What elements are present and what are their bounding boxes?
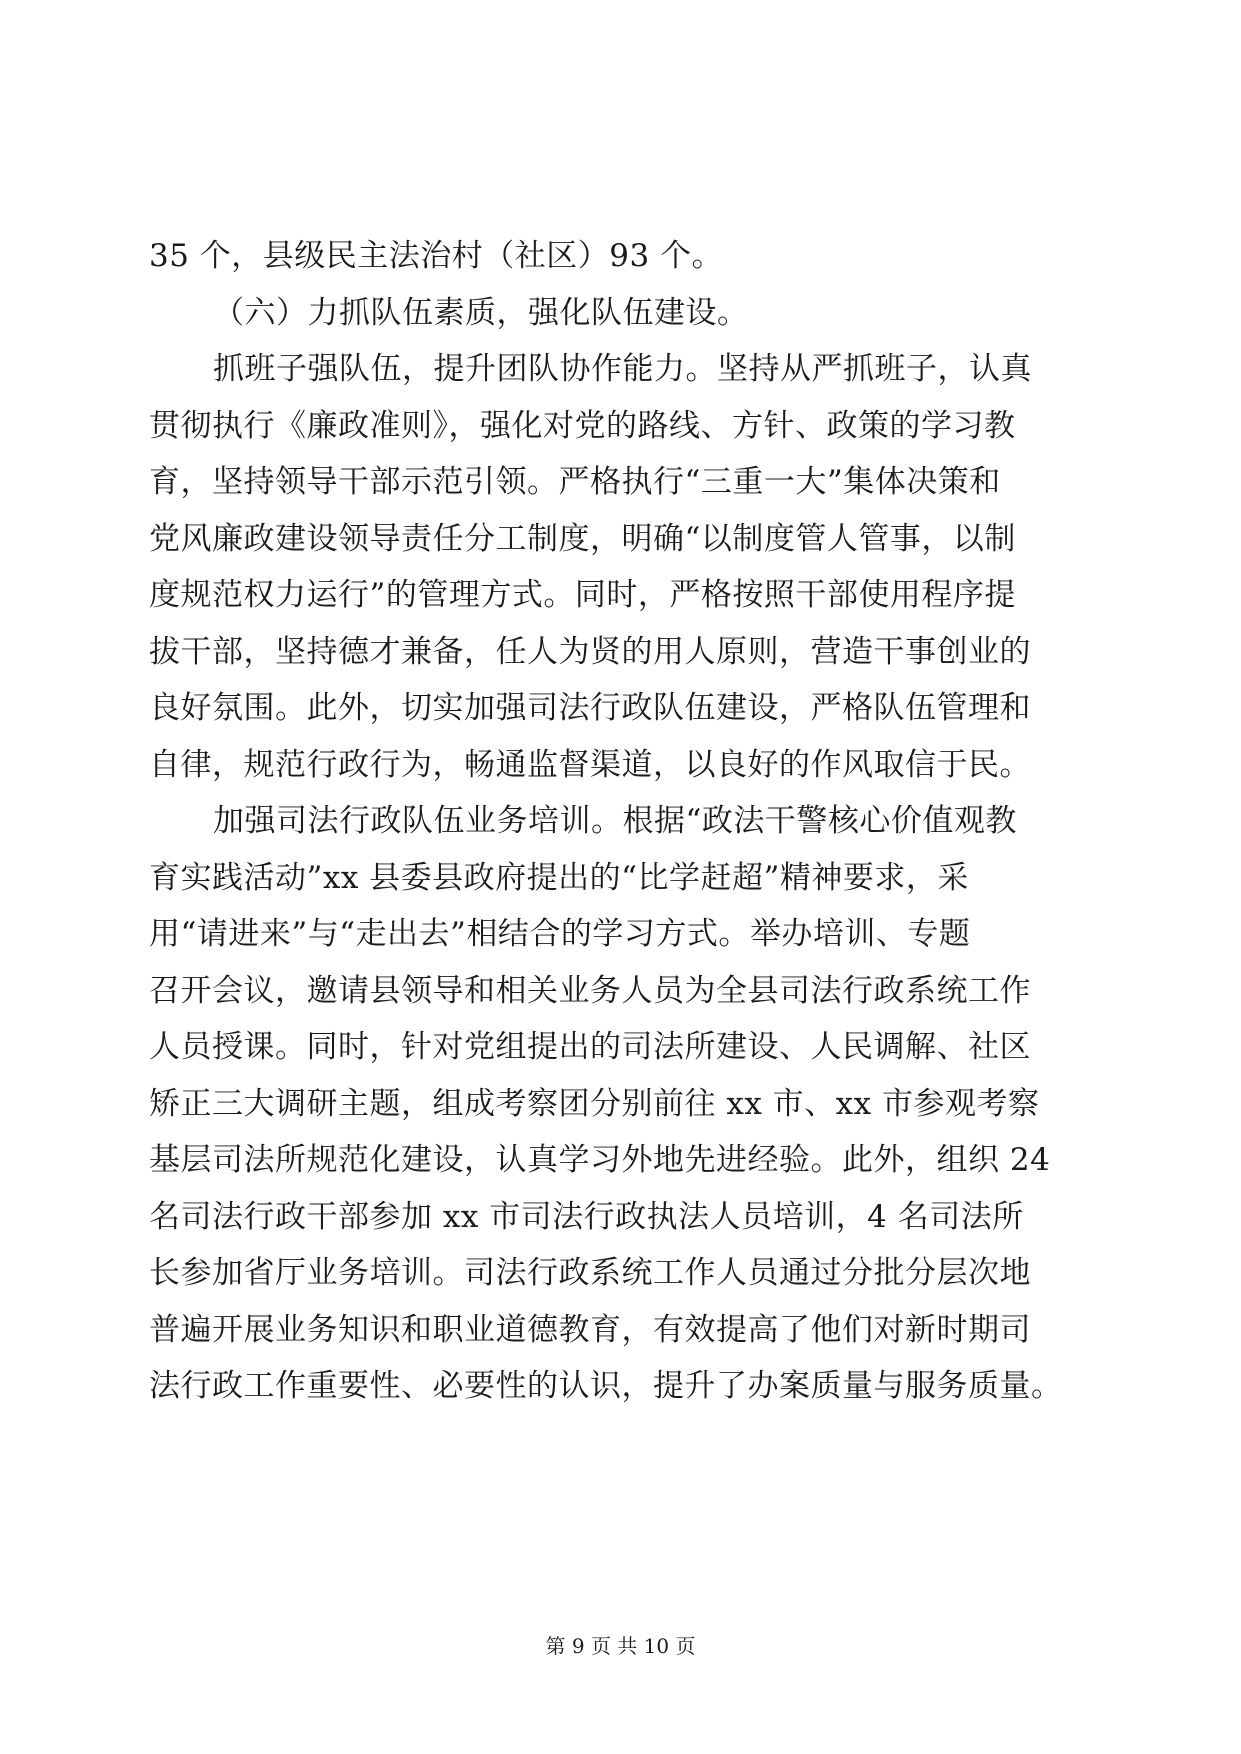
text-line: 育，坚持领导干部示范引领。严格执行“三重一大”集体决策和 [149, 464, 1001, 500]
text-line: 育实践活动”xx 县委县政府提出的“比学赶超”精神要求，采 [149, 859, 969, 896]
section-heading: （六）力抓队伍素质，强化队伍建设。 [213, 294, 749, 331]
text-line: 人员授课。同时，针对党组提出的司法所建设、人民调解、社区 [149, 1029, 1031, 1065]
text-line: 法行政工作重要性、必要性的认识，提升了办案质量与服务质量。 [149, 1368, 1063, 1404]
text-line: 拔干部，坚持德才兼备，任人为贤的用人原则，营造干事创业的 [149, 633, 1031, 670]
page-number-footer: 第 9 页 共 10 页 [545, 1634, 696, 1658]
text-line: 召开会议，邀请县领导和相关业务人员为全县司法行政系统工作 [149, 972, 1031, 1009]
text-line: 35 个，县级民主法治村（社区）93 个。 [149, 238, 724, 274]
paragraph-start: 加强司法行政队伍业务培训。根据“政法干警核心价值观教 [213, 803, 1017, 839]
text-line: 度规范权力运行”的管理方式。同时，严格按照干部使用程序提 [149, 577, 1016, 613]
text-line: 党风廉政建设领导责任分工制度，明确“以制度管人管事，以制 [149, 520, 1016, 557]
body-text [149, 228, 1099, 1415]
paragraph-start: 抓班子强队伍，提升团队协作能力。坚持从严抓班子，认真 [213, 351, 1032, 387]
text-line: 普遍开展业务知识和职业道德教育，有效提高了他们对新时期司 [149, 1311, 1031, 1348]
text-line: 矫正三大调研主题，组成考察团分别前往 xx 市、xx 市参观考察 [149, 1085, 1040, 1122]
text-line: 用“请进来”与“走出去”相结合的学习方式。举办培训、专题 [149, 916, 971, 952]
text-line: 自律，规范行政行为，畅通监督渠道，以良好的作风取信于民。 [149, 746, 1031, 783]
text-line: 名司法行政干部参加 xx 市司法行政执法人员培训，4 名司法所 [149, 1198, 1024, 1235]
text-line: 基层司法所规范化建设，认真学习外地先进经验。此外，组织 24 [149, 1142, 1051, 1178]
text-line: 长参加省厅业务培训。司法行政系统工作人员通过分批分层次地 [149, 1255, 1031, 1291]
text-line: 贯彻执行《廉政准则》，强化对党的路线、方针、政策的学习教 [149, 407, 1016, 444]
text-line: 良好氛围。此外，切实加强司法行政队伍建设，严格队伍管理和 [149, 690, 1031, 726]
